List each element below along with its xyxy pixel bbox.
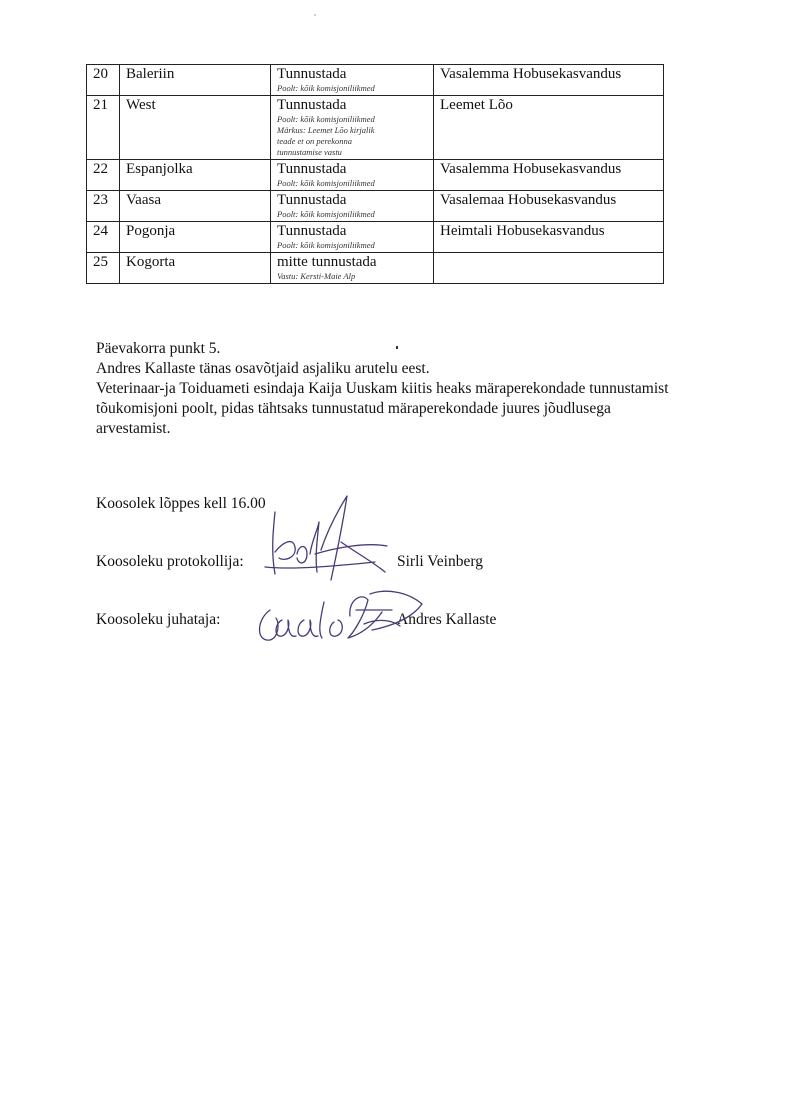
- meeting-end-time: Koosolek lõppes kell 16.00: [96, 495, 266, 512]
- row-number: 22: [87, 160, 120, 191]
- chair-name: Andres Kallaste: [397, 611, 497, 628]
- vote-note: Poolt: kõik komisjoniliikmed: [277, 240, 375, 250]
- remark-note: Märkus: Leemet Lõo kirjalik: [277, 125, 375, 135]
- row-number: 25: [87, 253, 120, 284]
- recorder-label: Koosoleku protokollija:: [96, 553, 244, 570]
- row-number: 20: [87, 65, 120, 96]
- mare-family-name: West: [120, 96, 271, 160]
- table-row: [87, 96, 664, 160]
- vote-note: Poolt: kõik komisjoniliikmed: [277, 83, 375, 93]
- agenda-text: Andres Kallaste tänas osavõtjaid asjaliku arutelu eest.: [96, 360, 430, 377]
- owner-cell: Vasalemma Hobusekasvandus: [434, 160, 664, 191]
- table-row: [87, 253, 664, 284]
- decision-cell: [271, 191, 434, 222]
- mare-family-name: Kogorta: [120, 253, 271, 284]
- agenda-text: Veterinaar-ja Toiduameti esindaja Kaija Uuskam kiitis heaks märaperekondade tunnustamist tõukomisjoni poolt, pidas tähtsaks tunnustatud märaperekondade juures jõudlusega arvestamist.: [96, 380, 669, 437]
- decision-cell: [271, 253, 434, 284]
- owner-cell: [434, 253, 664, 284]
- decision-text: mitte tunnustada: [277, 254, 377, 270]
- decision-cell: [271, 96, 434, 160]
- row-number: 21: [87, 96, 120, 160]
- chair-signature: [252, 580, 442, 655]
- paper-mark: [396, 346, 398, 349]
- decision-text: Tunnustada: [277, 97, 347, 113]
- owner-cell: Vasalemma Hobusekasvandus: [434, 65, 664, 96]
- paper-speck: [314, 14, 316, 16]
- mare-family-name: Espanjolka: [120, 160, 271, 191]
- remark-note: teade et on perekonna: [277, 136, 352, 146]
- mare-family-name: Vaasa: [120, 191, 271, 222]
- decision-text: Tunnustada: [277, 223, 347, 239]
- decision-text: Tunnustada: [277, 192, 347, 208]
- decisions-table: [86, 64, 664, 284]
- decision-cell: [271, 222, 434, 253]
- agenda-point: Päevakorra punkt 5.: [96, 340, 221, 357]
- decision-text: Tunnustada: [277, 161, 347, 177]
- table-row: [87, 222, 664, 253]
- chair-label: Koosoleku juhataja:: [96, 611, 221, 628]
- recorder-name: Sirli Veinberg: [397, 553, 483, 570]
- decision-cell: [271, 65, 434, 96]
- vote-note: Poolt: kõik komisjoniliikmed: [277, 178, 375, 188]
- mare-family-name: Baleriin: [120, 65, 271, 96]
- decision-text: Tunnustada: [277, 66, 347, 82]
- recorder-signature: [255, 492, 395, 587]
- vote-note: Poolt: kõik komisjoniliikmed: [277, 209, 375, 219]
- row-number: 23: [87, 191, 120, 222]
- vote-note: Vastu: Kersti-Maie Alp: [277, 271, 356, 281]
- owner-cell: Leemet Lõo: [434, 96, 664, 160]
- owner-cell: Vasalemaa Hobusekasvandus: [434, 191, 664, 222]
- remark-note: tunnustamise vastu: [277, 147, 342, 157]
- mare-family-name: Pogonja: [120, 222, 271, 253]
- decision-cell: [271, 160, 434, 191]
- row-number: 24: [87, 222, 120, 253]
- owner-cell: Heimtali Hobusekasvandus: [434, 222, 664, 253]
- table-row: [87, 191, 664, 222]
- table-row: [87, 160, 664, 191]
- table-row: [87, 65, 664, 96]
- vote-note: Poolt: kõik komisjoniliikmed: [277, 114, 375, 124]
